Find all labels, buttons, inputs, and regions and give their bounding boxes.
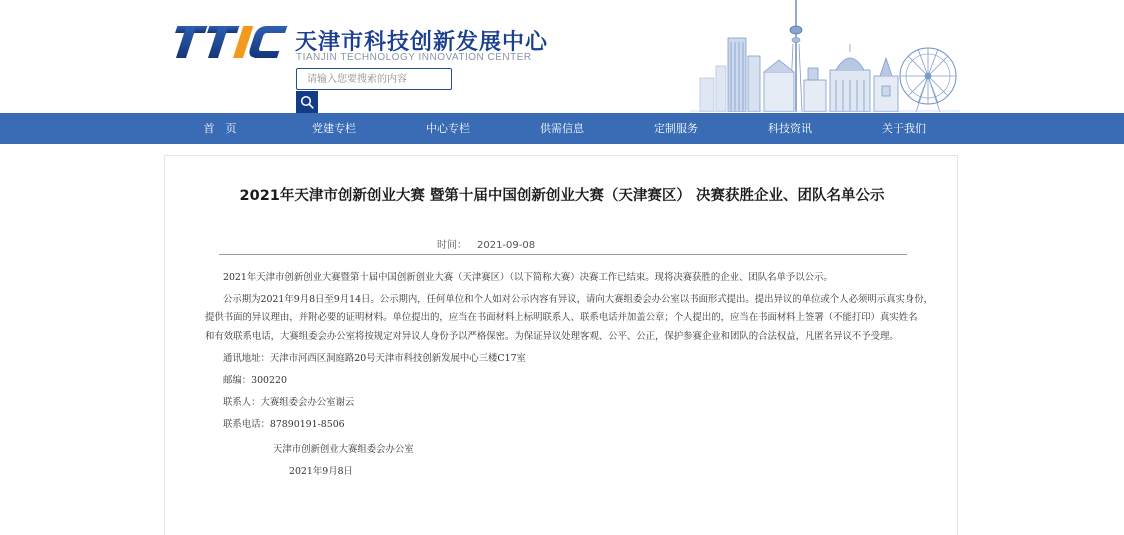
article-container (164, 155, 958, 535)
contact-address: 通讯地址：天津市河西区洞庭路20号天津市科技创新发展中心三楼C17室 (223, 352, 526, 364)
nav-item-tech-news[interactable]: 科技资讯 (768, 122, 812, 135)
logo-chinese-name: 天津市科技创新发展中心 (295, 30, 549, 55)
search-button[interactable] (296, 91, 318, 113)
main-navigation (0, 113, 1124, 144)
contact-phone: 联系电话：87890191-8506 (223, 419, 345, 431)
nav-item-party-building[interactable]: 党建专栏 (312, 122, 356, 135)
paragraph-intro: 2021年天津市创新创业大赛暨第十届中国创新创业大赛（天津赛区）（以下简称大赛）决赛工作已结束。现将决赛获胜的企业、团队名单予以公示。 (223, 272, 833, 283)
article-title: 2021年天津市创新创业大赛 暨第十届中国创新创业大赛（天津赛区） 决赛获胜企业、团队名单公示 (239, 188, 885, 204)
title-divider (219, 254, 907, 255)
nav-item-about-us[interactable]: 关于我们 (882, 122, 926, 135)
article-body (205, 269, 933, 481)
city-skyline-illustration (690, 0, 960, 112)
time-label: 时间： (437, 240, 467, 251)
ttic-logo-icon (168, 24, 292, 60)
site-logo[interactable] (168, 24, 548, 64)
article-meta (437, 236, 535, 251)
signature-organization: 天津市创新创业大赛组委会办公室 (273, 443, 414, 455)
paragraph-notice-cont-1: 提供书面的异议理由，并附必要的证明材料。单位提出的，应当在书面材料上标明联系人、联系电话并加盖公章；个人提出的，应当在书面材料上签署（不能打印）真实姓名 (205, 312, 918, 324)
signature-date: 2021年9月8日 (289, 465, 353, 477)
paragraph-notice: 公示期为2021年9月8日至9月14日。公示期内，任何单位和个人如对公示内容有异议，请向大赛组委会办公室以书面形式提出。提出异议的单位或个人必须明示真实身份， (223, 294, 933, 306)
contact-postcode: 邮编：300220 (223, 375, 287, 387)
nav-item-center-column[interactable]: 中心专栏 (426, 122, 470, 135)
nav-item-home[interactable]: 首 页 (203, 122, 237, 135)
paragraph-notice-cont-2: 和有效联系电话，大赛组委会办公室将按规定对异议人身份予以严格保密。为保证异议处理客观、公平、公正，保护参赛企业和团队的合法权益，凡匿名异议不予受理。 (205, 330, 899, 342)
search-icon (300, 95, 314, 109)
nav-item-custom-service[interactable]: 定制服务 (654, 122, 698, 135)
logo-english-name: TIANJIN TECHNOLOGY INNOVATION CENTER (296, 52, 532, 63)
time-value: 2021-09-08 (477, 240, 536, 251)
nav-item-supply-demand[interactable]: 供需信息 (540, 122, 584, 135)
contact-person: 联系人：大赛组委会办公室谢云 (223, 397, 355, 409)
site-header (0, 0, 1124, 113)
search-input[interactable] (296, 68, 452, 90)
